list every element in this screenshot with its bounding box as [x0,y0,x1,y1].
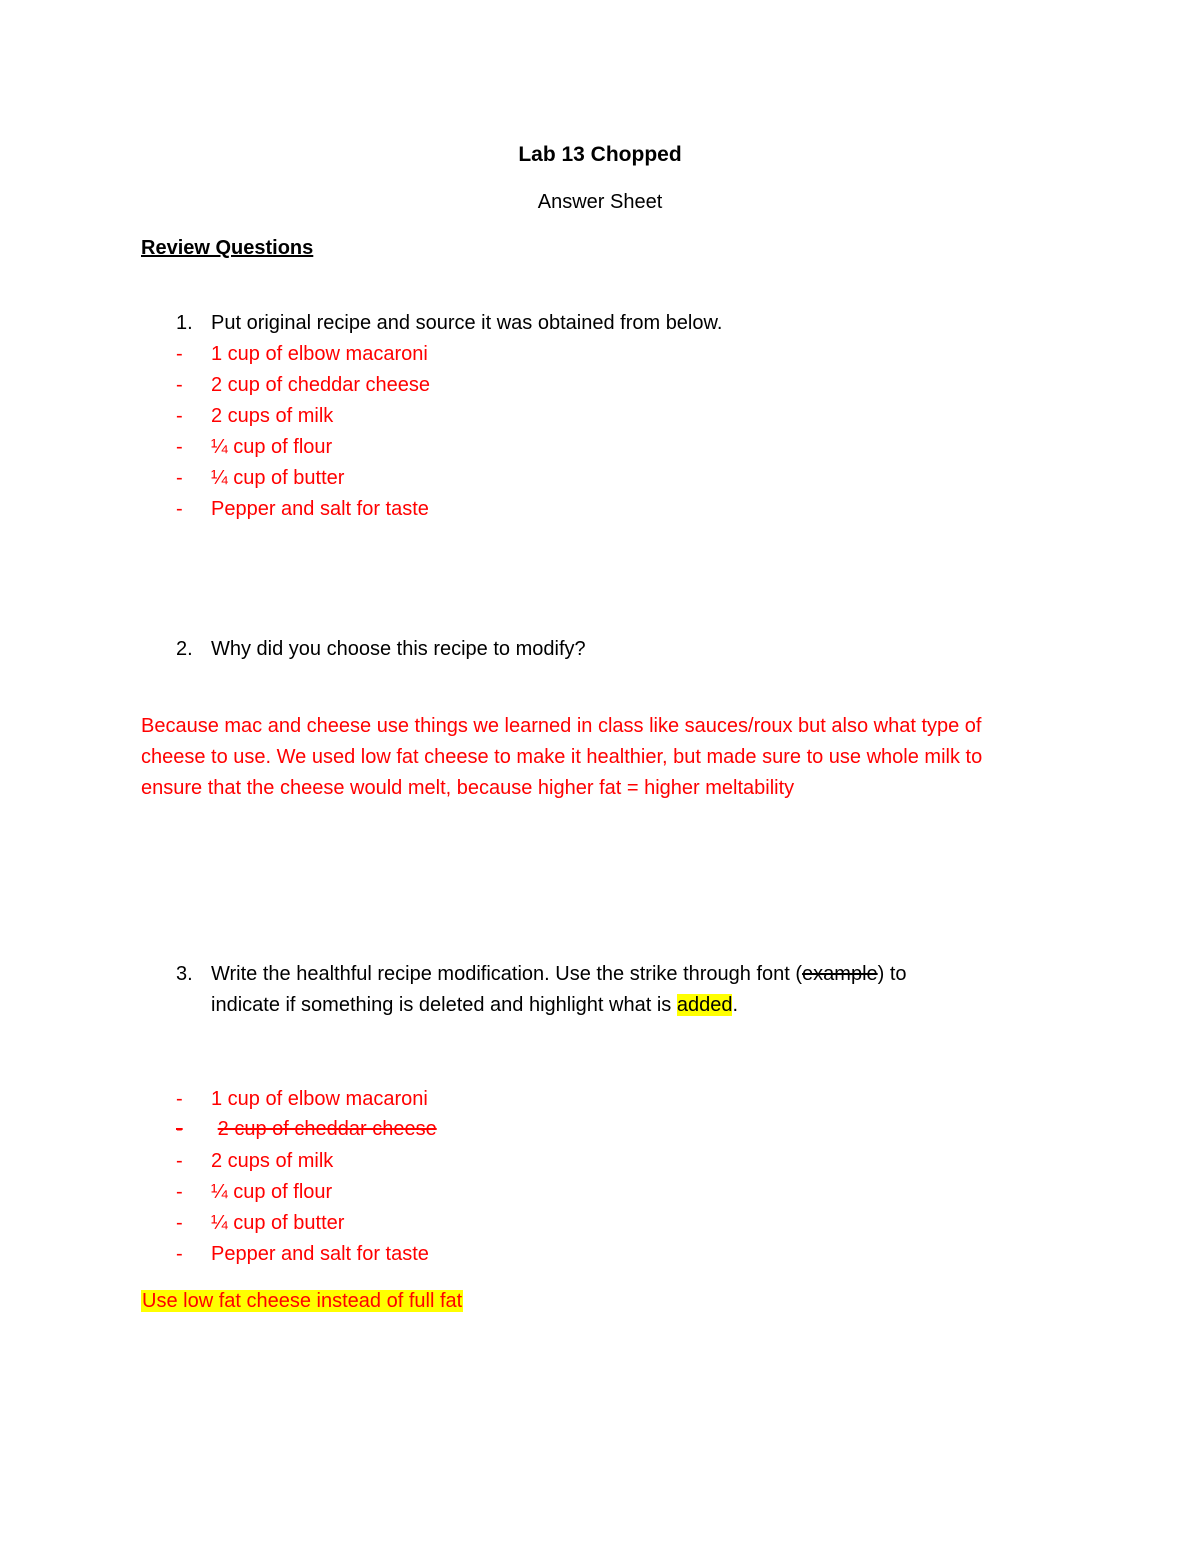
added-note-text: Use low fat cheese instead of full fat [142,1290,463,1312]
q3-text-line-1 [211,964,907,984]
list-bullet: - [176,1243,183,1265]
q1-text: Put original recipe and source it was obtained from below. [211,312,723,334]
q3-list-item: 1 cup of elbow macaroni [211,1088,428,1110]
q3-added-note [141,1291,463,1311]
q1-number: 1. [176,312,193,334]
q3-list-item: Pepper and salt for taste [211,1243,429,1265]
q2-text: Why did you choose this recipe to modify? [211,638,586,660]
list-bullet: - [176,1150,183,1172]
q2-number: 2. [176,638,193,660]
list-bullet: - [176,1088,183,1110]
list-bullet: - [176,1212,183,1234]
q1-list-item: 2 cup of cheddar cheese [211,374,431,396]
list-bullet: - [176,374,183,396]
q1-list-item: ¼ cup of flour [211,436,333,458]
list-bullet: - [176,498,183,520]
q1-list-item: Pepper and salt for taste [211,498,429,520]
q3-text-after: . [732,994,739,1016]
list-bullet: - [176,343,183,365]
list-bullet: - [176,436,183,458]
highlight-example: added [676,994,733,1016]
q3-list-item: ¼ cup of flour [211,1181,333,1203]
q1-list-item: 1 cup of elbow macaroni [211,343,428,365]
document-subtitle: Answer Sheet [537,191,663,213]
list-bullet: - [176,467,183,489]
list-bullet: - [176,1181,183,1203]
section-heading: Review Questions [141,237,314,259]
q2-answer-line: Because mac and cheese use things we learned in class like sauces/roux but also what type of [141,715,982,737]
q3-list-item: 2 cups of milk [211,1150,334,1172]
q3-text-line-2 [211,995,738,1015]
document-title: Lab 13 Chopped [518,143,682,166]
strikethrough-example: example [802,963,878,985]
list-bullet: - [176,1118,183,1140]
q3-text-before: Write the healthful recipe modification. Use the strike through font ( [211,963,803,985]
deleted-item-text: 2 cup of cheddar cheese [217,1118,437,1140]
q2-answer-line: ensure that the cheese would melt, because higher fat = higher meltability [141,777,795,799]
q3-number: 3. [176,963,193,985]
q1-list-item: 2 cups of milk [211,405,334,427]
list-bullet: - [176,405,183,427]
q2-answer-line: cheese to use. We used low fat cheese to make it healthier, but made sure to use whole milk to [141,746,983,768]
q1-list-item: ¼ cup of butter [211,467,345,489]
q3-list-item: ¼ cup of butter [211,1212,345,1234]
q3-text-before: indicate if something is deleted and highlight what is [211,994,677,1016]
q3-text-after: ) to [877,963,907,985]
q3-deleted-item [176,1119,437,1139]
